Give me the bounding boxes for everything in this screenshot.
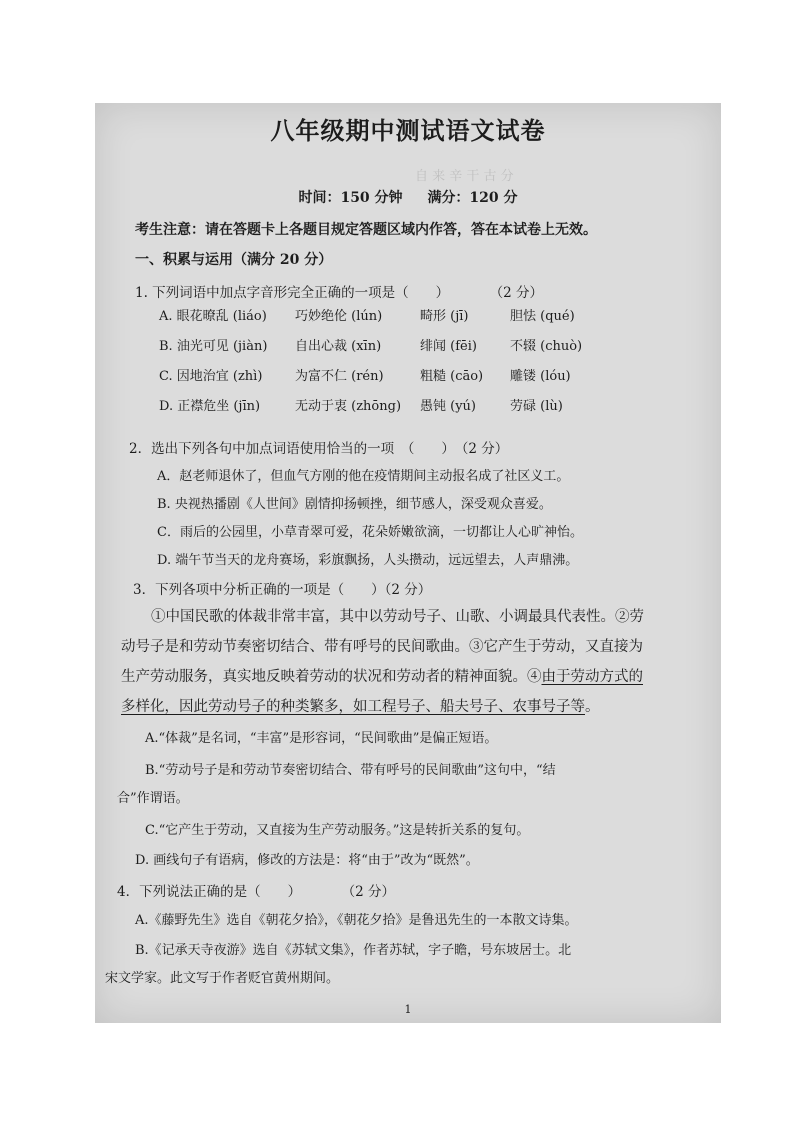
passage-line <box>121 695 600 716</box>
passage-line <box>121 665 643 686</box>
option-cell: 为富不仁 (rén) <box>295 369 384 384</box>
question-3-option-c: C.“它产生于劳动，又直接为生产劳动服务。”这是转折关系的复句。 <box>145 823 530 838</box>
passage-text: 。 <box>585 699 600 715</box>
question-3-stem: 3．下列各项中分析正确的一项是（ ）（2 分） <box>133 582 432 598</box>
option-cell: 不辍 (chuò) <box>510 339 583 354</box>
option-cell: C. 因地治宜 (zhì) <box>159 369 263 384</box>
option-cell: D. 正襟危坐 (jīn) <box>159 399 261 414</box>
exam-notice: 考生注意：请在答题卡上各题目规定答题区域内作答，答在本试卷上无效。 <box>135 222 597 238</box>
question-2-stem: 2．选出下列各句中加点词语使用恰当的一项 （ ） （2 分） <box>129 441 509 457</box>
question-3-option-a: A.“体裁”是名词，“丰富”是形容词，“民间歌曲”是偏正短语。 <box>145 731 498 746</box>
section-heading: 一、积累与运用（满分 20 分） <box>135 252 333 268</box>
option-cell: 粗糙 (cāo) <box>420 369 484 384</box>
option-cell: 自出心裁 (xīn) <box>295 339 382 354</box>
option-cell: A. 眼花暸乱 (liáo) <box>159 309 267 324</box>
question-2-option-d: D. 端午节当天的龙舟赛场，彩旗飘扬，人头攒动，远远望去，人声鼎沸。 <box>157 553 579 568</box>
passage-line: 动号子是和劳动节奏密切结合、带有呼号的民间歌曲。③它产生于劳动，又直接为 <box>121 639 643 655</box>
underlined-sentence: 由于劳动方式的 <box>541 669 643 685</box>
option-cell: 劳碌 (lù) <box>510 399 563 414</box>
option-cell: 绯闻 (fēi) <box>420 339 477 354</box>
question-4-stem: 4．下列说法正确的是（ ） （2 分） <box>117 884 395 900</box>
option-cell: 畸形 (jī) <box>420 309 469 324</box>
exam-meta <box>95 187 721 207</box>
page-number: 1 <box>404 1003 412 1016</box>
question-2-option-c: C．雨后的公园里，小草青翠可爱，花朵娇嫩欲滴，一切都让人心旷神怡。 <box>157 525 583 540</box>
bleed-through-text: 自 来 辛 干 古 分 <box>415 169 514 184</box>
option-row <box>159 305 635 335</box>
passage-text: 生产劳动服务，真实地反映着劳动的状况和劳动者的精神面貌。④ <box>121 669 542 685</box>
question-3-option-b-cont: 合”作谓语。 <box>117 791 189 806</box>
option-cell: 雕镂 (lóu) <box>510 369 571 384</box>
question-4-option-b-cont: 宋文学家。此文写于作者贬官黄州期间。 <box>105 971 340 986</box>
question-2-option-a: A．赵老师退休了，但血气方刚的他在疫情期间主动报名成了社区义工。 <box>157 469 570 484</box>
option-cell: B. 油光可见 (jiàn) <box>159 339 268 354</box>
page-title: 八年级期中测试语文试卷 <box>270 116 546 145</box>
option-cell: 无动于衷 (zhōng) <box>295 399 402 414</box>
question-1-options <box>159 305 635 425</box>
option-cell: 愚钝 (yú) <box>420 399 476 414</box>
option-row <box>159 335 635 365</box>
passage-line: ①中国民歌的体裁非常丰富，其中以劳动号子、山歌、小调最具代表性。②劳 <box>151 609 644 625</box>
full-score: 满分：120 分 <box>427 190 518 206</box>
question-1-stem: 1. 下列词语中加点字音形完全正确的一项是（ ） （2 分） <box>135 285 544 301</box>
question-4-option-a: A.《藤野先生》选自《朝花夕拾》，《朝花夕拾》是鲁迅先生的一本散文诗集。 <box>135 913 578 928</box>
question-4-option-b: B.《记承天寺夜游》选自《苏轼文集》，作者苏轼，字子瞻，号东坡居士。北 <box>135 943 572 958</box>
option-cell: 巧妙绝伦 (lún) <box>295 309 383 324</box>
question-3-option-d: D. 画线句子有语病，修改的方法是：将“由于”改为“既然”。 <box>135 853 479 868</box>
question-3-option-b: B.“劳动号子是和劳动节奏密切结合、带有呼号的民间歌曲”这句中，“结 <box>145 763 556 778</box>
time-limit: 时间：150 分钟 <box>298 190 403 206</box>
option-cell: 胆怯 (qué) <box>510 309 575 324</box>
question-2-option-b: B. 央视热播剧《人世间》剧情抑扬顿挫，细节感人，深受观众喜爱。 <box>157 497 552 512</box>
underlined-sentence: 多样化，因此劳动号子的种类繁多，如工程号子、船夫号子、农事号子等 <box>121 699 585 715</box>
option-row <box>159 365 635 395</box>
option-row <box>159 395 635 425</box>
exam-paper <box>95 103 721 1023</box>
